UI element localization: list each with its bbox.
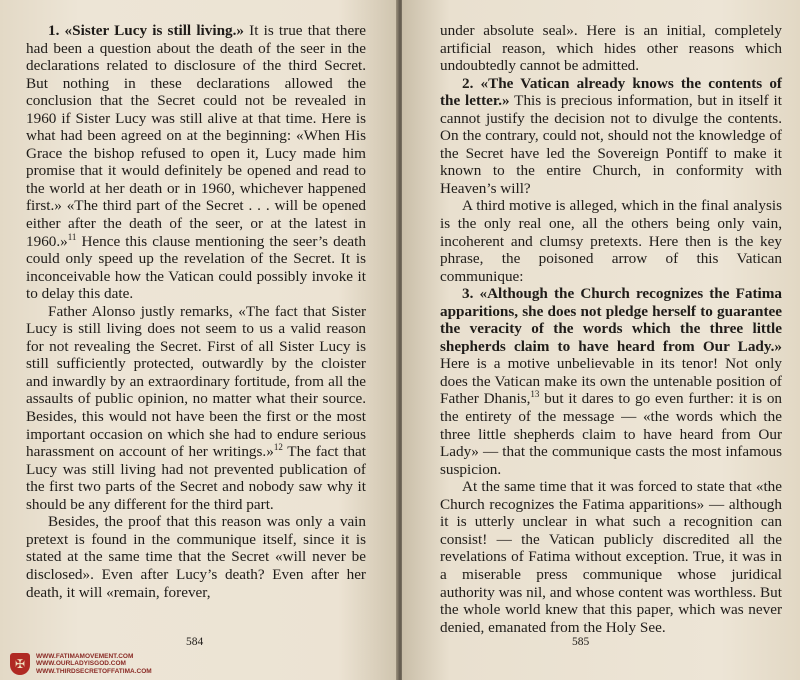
paragraph-text: The fact that Lucy was still living had not prevented publication of the first two parts of the Secret and nobody saw why it should be any different for the third part. — [26, 443, 366, 513]
paragraph — [26, 22, 366, 303]
paragraph-text: Father Alonso justly remarks, «The fact that Sister Lucy is still living does not seem to us a valid reason for not revealing the Secret. First of all Sister Lucy is still sufficiently protected, outwardly by the cloister and inwardly by an extraordinary fortitude, from all the assaults of public opinion, no matter what their source. Besides, this would not have been the first or the most important occasion on which she had to endure serious harassment on account of her writings.» — [26, 302, 366, 461]
page-number: 584 — [186, 636, 204, 648]
watermark-footer — [10, 650, 152, 678]
watermark-url: WWW.THIRDSECRETOFFATIMA.COM — [36, 667, 152, 675]
watermark-url: WWW.OURLADYISGOD.COM — [36, 660, 126, 668]
paragraph-text: Besides, the proof that this reason was only a vain pretext is found in the communique itself, since it is stated at the same time that the Secret «will never be disclosed». Even after Lucy’s death? Even after her death, it will «remain, forever, — [26, 513, 366, 601]
paragraph-heading: 2. «The Vatican already knows the contents of the letter.» — [440, 74, 782, 110]
paragraph-text: but it dares to go even further: it is on the entirety of the message — «the words which the three little shepherds claim to have heard from Our Lady» — that the communique casts the most infamous suspicion. — [440, 390, 783, 478]
paragraph — [440, 197, 782, 285]
paragraph-text: At the same time that it was forced to state that «the Church recognizes the Fatima apparitions» — although it is utterly unclear in what such a recognition can consist! — the Vatican publicly discredited all the revelations of Fatima without exception. True, it was in a miserable press communique whose juridical authority was nil, and whose content was worthless. But the whole world knew that this paper, which was never denied, emanated from the Holy See. — [440, 478, 782, 636]
paragraph-text: It is true that there had been a question about the death of the seer in the declarations related to disclosure of the third Secret. But nothing in these declarations allowed the conclusion that the Secret could not be revealed in 1960 if Sister Lucy was still alive at that time. Here is what had been agreed on at the beginning: «When His Grace the bishop refused to open it, Lucy made him promise that it would definitely be opened and read to the world at her death or in 1960, whichever happened first.» «The third part of the Secret . . . will be opened either after the death of the seer, or at the latest in 1960.» — [26, 22, 366, 250]
paragraph-text: A third motive is alleged, which in the final analysis is the only real one, all the others being only vain, incoherent and clumsy pretexts. Here then is the key phrase, the poisoned arrow of this Vatican communique: — [440, 197, 782, 285]
paragraph — [440, 75, 782, 198]
left-page — [0, 0, 398, 680]
left-page-text — [26, 22, 366, 601]
paragraph — [26, 513, 366, 601]
watermark-urls — [36, 653, 152, 676]
paragraph — [440, 285, 782, 478]
shield-logo-icon: ✠ — [10, 653, 30, 675]
paragraph-heading: 3. «Although the Church recognizes the Fatima apparitions, she does not pledge herself to guarantee the veracity of the words which the three little shepherds claim to have heard from Our Lady.» — [440, 285, 782, 355]
paragraph-text: This is precious information, but in itself it cannot justify the decision not to divulge the contents. On the contrary, could not, should not the knowledge of the Secret have led the Sovereign Pontiff to make it known to the entire Church, in conformity with Heaven’s will? — [440, 92, 782, 197]
right-page — [402, 0, 800, 680]
footnote-ref: 12 — [273, 442, 283, 453]
paragraph-text: under absolute seal». Here is an initial, completely artificial reason, which hides other reasons which undoubtedly cannot be admitted. — [440, 22, 782, 75]
paragraph — [26, 303, 366, 514]
paragraph-text: Hence this clause mentioning the seer’s death could only speed up the revelation of the Secret. It is inconceivable how the Vatican could possibly invoke it to delay this date. — [26, 232, 366, 303]
footnote-ref: 11 — [67, 231, 77, 242]
page-number: 585 — [572, 636, 590, 648]
paragraph — [440, 478, 782, 636]
footnote-ref: 13 — [530, 389, 540, 400]
watermark-url: WWW.FATIMAMOVEMENT.COM — [36, 652, 134, 660]
right-page-text — [440, 22, 782, 636]
paragraph-heading: 1. «Sister Lucy is still living.» — [48, 22, 245, 39]
paragraph-text: Here is a motive unbelievable in its tenor! Not only does the Vatican make its own the untenable position of Father Dhanis, — [440, 355, 782, 408]
paragraph — [440, 22, 782, 75]
